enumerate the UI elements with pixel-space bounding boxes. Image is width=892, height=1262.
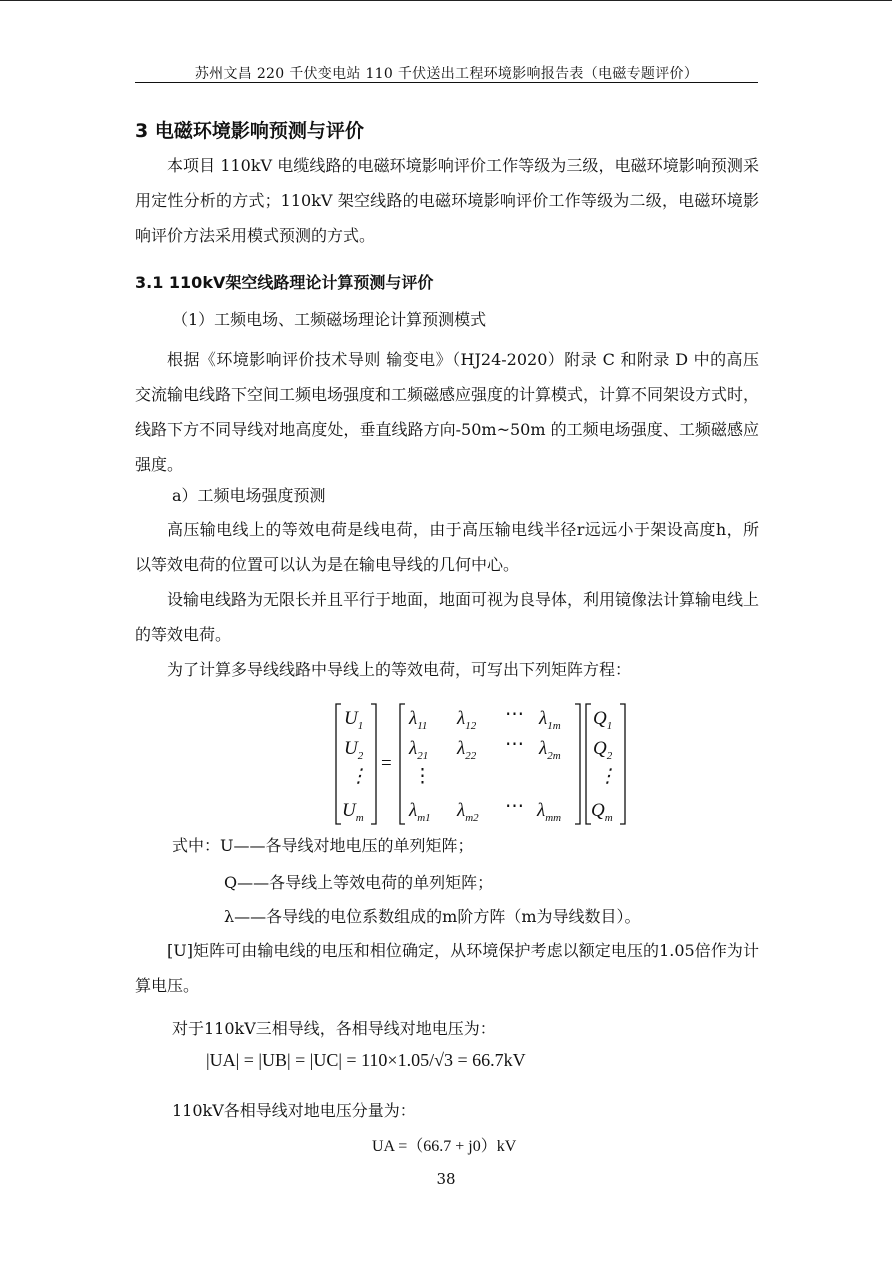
- matrix-lambda-mm: $\lambda_{mm}$: [537, 800, 562, 824]
- matrix-lambda-m1: $\lambda_{m1}$: [409, 800, 431, 824]
- formula-phase-voltage: [206, 1050, 526, 1071]
- matrix-dots: ⋯: [505, 796, 524, 817]
- three-phase-paragraph: 对于110kV三相导线，各相导线对地电压为：: [172, 1019, 496, 1038]
- section-title: 3 电磁环境影响预测与评价: [135, 120, 364, 142]
- intro-paragraph: 本项目 110kV 电缆线路的电磁环境影响评价工作等级为三级，电磁环境影响预测采用定性分析的方式；110kV 架空线路的电磁环境影响评价工作等级为二级，电磁环境影响评价方法采用模式预测的方式。: [135, 156, 759, 245]
- page-number: 38: [436, 1170, 456, 1188]
- matrix-lambda-22: $\lambda_{22}$: [457, 738, 477, 762]
- mirror-paragraph: 设输电线路为无限长并且平行于地面，地面可视为良导体，利用镜像法计算输电线上的等效电荷。: [135, 590, 760, 644]
- matrix-q-m: $Q_m$: [591, 800, 613, 824]
- matrix-equation: [333, 702, 628, 826]
- charge-paragraph: 高压输电线上的等效电荷是线电荷，由于高压输电线半径r远远小于架设高度h，所以等效电荷的位置可以认为是在输电导线的几何中心。: [135, 520, 759, 574]
- matrix-lambda-21: $\lambda_{21}$: [409, 738, 429, 762]
- matrix-q-2: $Q_2$: [593, 738, 613, 762]
- formula-phase-voltage-text: |UA| = |UB| = |UC| = 110×1.05/√3 = 66.7kV: [206, 1050, 526, 1070]
- matrix-u-3: ⋮: [349, 766, 368, 787]
- matrix-lambda-1m: $\lambda_{1m}$: [539, 708, 561, 732]
- matrix-intro-paragraph: 为了计算多导线线路中导线上的等效电荷，可写出下列矩阵方程：: [167, 660, 632, 679]
- matrix-lambda-2m: $\lambda_{2m}$: [539, 738, 561, 762]
- formula-ua: UA =（66.7 + j0）kV: [372, 1138, 517, 1155]
- matrix-lambda-m2: $\lambda_{m2}$: [457, 800, 479, 824]
- subsection-title: 3.1 110kV架空线路理论计算预测与评价: [135, 273, 434, 292]
- matrix-dots: ⋯: [505, 704, 524, 725]
- item-1-heading: （1）工频电场、工频磁场理论计算预测模式: [172, 310, 487, 329]
- page-top-border: [0, 0, 892, 1]
- matrix-q-3: ⋮: [598, 766, 617, 787]
- matrix-equals: =: [381, 753, 392, 774]
- matrix-u-m: $U_m$: [342, 800, 364, 824]
- matrix-q-1: $Q_1$: [593, 708, 613, 732]
- where-u: 式中：U——各导线对地电压的单列矩阵；: [172, 836, 474, 855]
- matrix-vdots: ⋮: [413, 766, 432, 787]
- matrix-lambda-11: $\lambda_{11}$: [409, 708, 428, 732]
- matrix-u-2: $U_2$: [344, 738, 364, 762]
- matrix-dots: ⋯: [505, 734, 524, 755]
- running-header: 苏州文昌 220 千伏变电站 110 千伏送出工程环境影响报告表（电磁专题评价）: [194, 66, 699, 82]
- component-paragraph: 110kV各相导线对地电压分量为：: [172, 1101, 416, 1120]
- where-q: Q——各导线上等效电荷的单列矩阵；: [224, 873, 494, 892]
- item-a-heading: a）工频电场强度预测: [172, 486, 326, 505]
- voltage-paragraph: [U]矩阵可由输电线的电压和相位确定，从环境保护考虑以额定电压的1.05倍作为计算电压。: [135, 941, 759, 995]
- basis-paragraph: 根据《环境影响评价技术导则 输变电》（HJ24-2020）附录 C 和附录 D 中的高压交流输电线路下空间工频电场强度和工频磁感应强度的计算模式，计算不同架设方式时，线路下方不同导线对地高度处，垂直线路方向-50m~50m 的工频电场强度、工频磁感应强度。: [135, 350, 760, 474]
- where-lambda: λ——各导线的电位系数组成的m阶方阵（m为导线数目）。: [224, 907, 641, 926]
- matrix-u-1: $U_1$: [344, 708, 364, 732]
- matrix-lambda-12: $\lambda_{12}$: [457, 708, 477, 732]
- header-rule: [135, 82, 758, 83]
